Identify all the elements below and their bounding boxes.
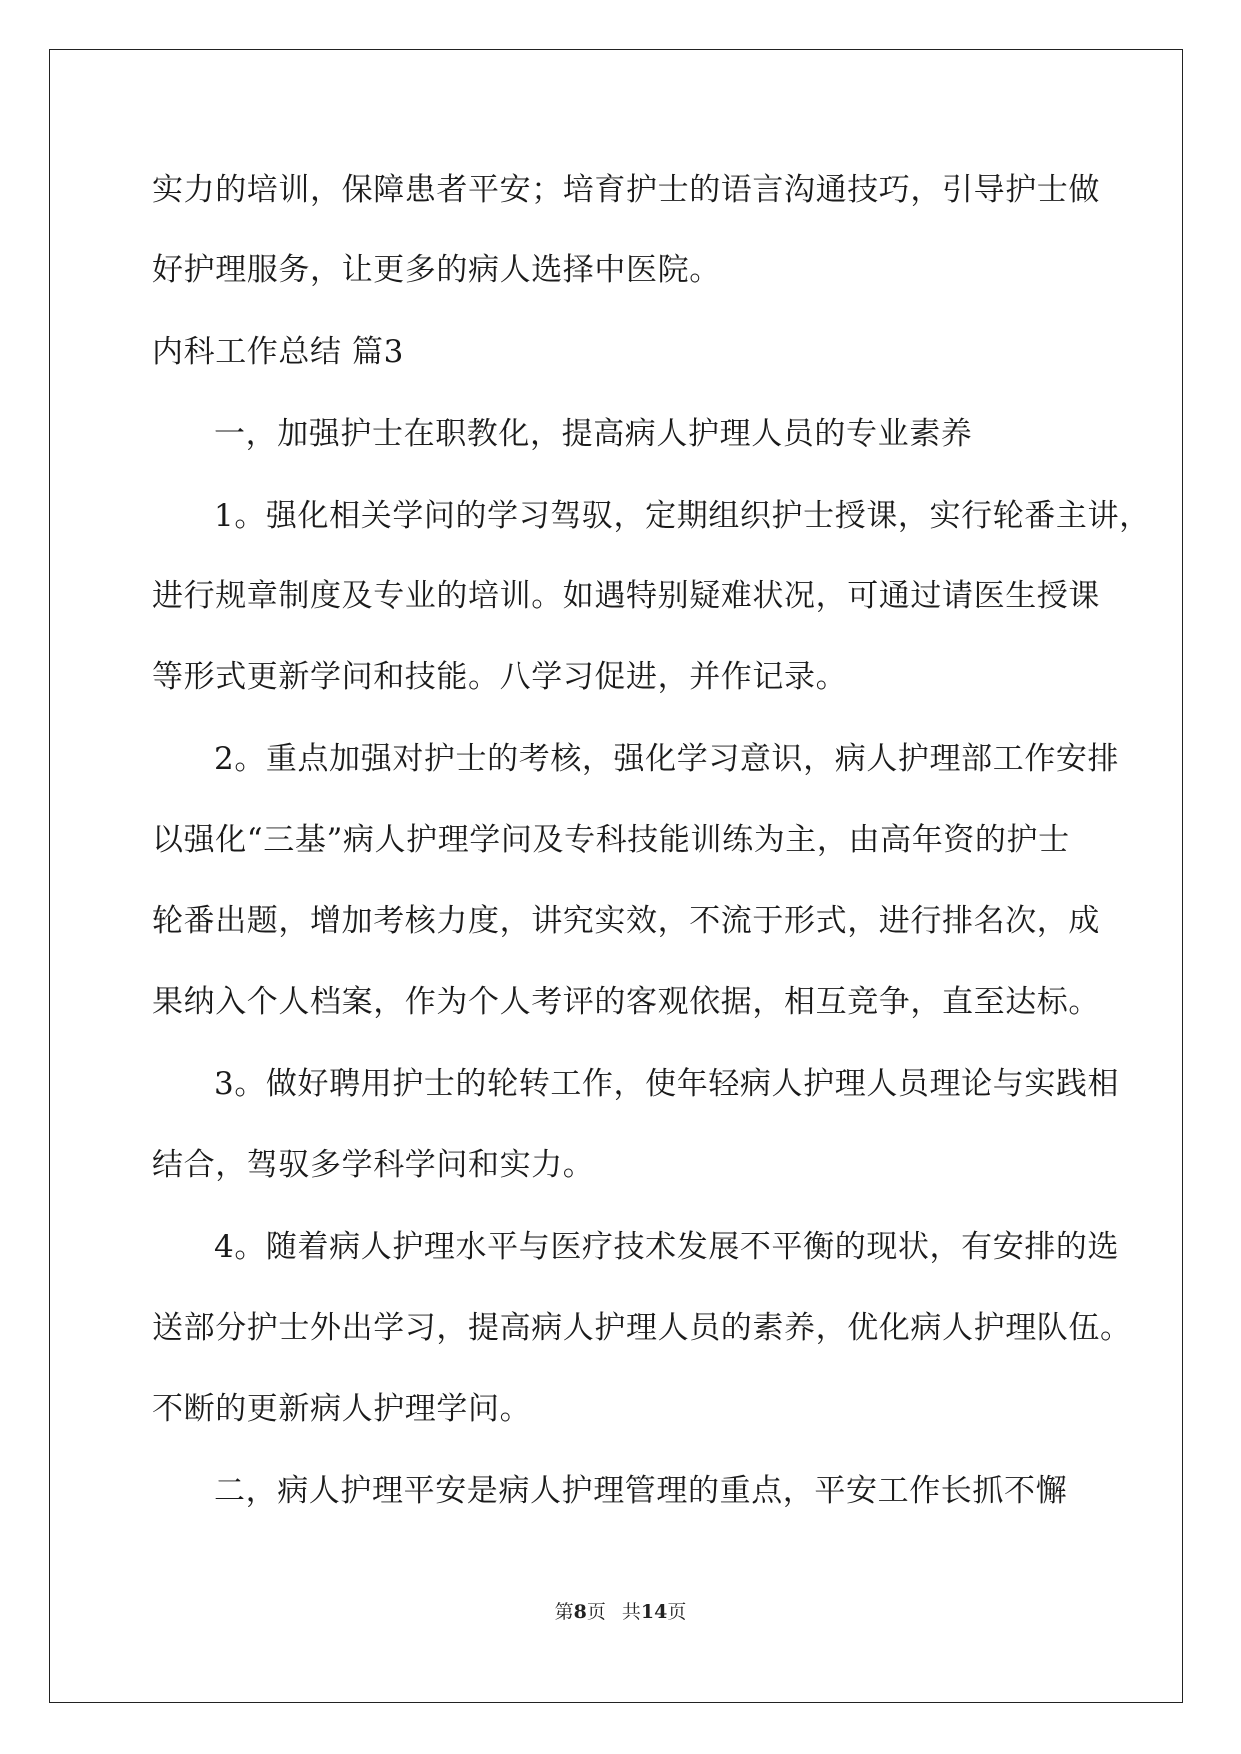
- text-line: 结合，驾驭多学科学问和实力。: [152, 1147, 595, 1183]
- text-line: 二，病人护理平安是病人护理管理的重点，平安工作长抓不懈: [214, 1473, 1068, 1509]
- text-line: 轮番出题，增加考核力度，讲究实效，不流于形式，进行排名次，成: [152, 903, 1100, 939]
- section-heading: 内科工作总结 篇3: [152, 334, 404, 370]
- text-line: 果纳入个人档案，作为个人考评的客观依据，相互竞争，直至达标。: [152, 984, 1100, 1020]
- text-line: 以强化“三基”病人护理学问及专科技能训练为主，由高年资的护士: [152, 822, 1070, 858]
- text-line: 等形式更新学问和技能。八学习促进，并作记录。: [152, 659, 848, 695]
- text-line: 1。强化相关学问的学习驾驭，定期组织护士授课，实行轮番主讲，: [214, 498, 1151, 534]
- text-line: 实力的培训，保障患者平安；培育护士的语言沟通技巧，引导护士做: [152, 172, 1100, 208]
- text-line: 进行规章制度及专业的培训。如遇特别疑难状况，可通过请医生授课: [152, 578, 1100, 614]
- page-border: [49, 49, 1183, 1703]
- text-line: 不断的更新病人护理学问。: [152, 1391, 532, 1427]
- text-line: 一，加强护士在职教化，提高病人护理人员的专业素养: [214, 416, 973, 452]
- page-footer: [0, 1600, 1241, 1624]
- page-total: 共14页: [621, 1601, 687, 1623]
- text-line: 2。重点加强对护士的考核，强化学习意识，病人护理部工作安排: [214, 741, 1120, 777]
- text-line: 4。随着病人护理水平与医疗技术发展不平衡的现状，有安排的选: [214, 1229, 1120, 1265]
- text-line: 送部分护士外出学习，提高病人护理人员的素养，优化病人护理队伍。: [152, 1310, 1132, 1346]
- text-line: 3。做好聘用护士的轮转工作，使年轻病人护理人员理论与实践相: [214, 1066, 1120, 1102]
- page-number: 第8页: [554, 1601, 606, 1623]
- text-line: 好护理服务，让更多的病人选择中医院。: [152, 252, 721, 288]
